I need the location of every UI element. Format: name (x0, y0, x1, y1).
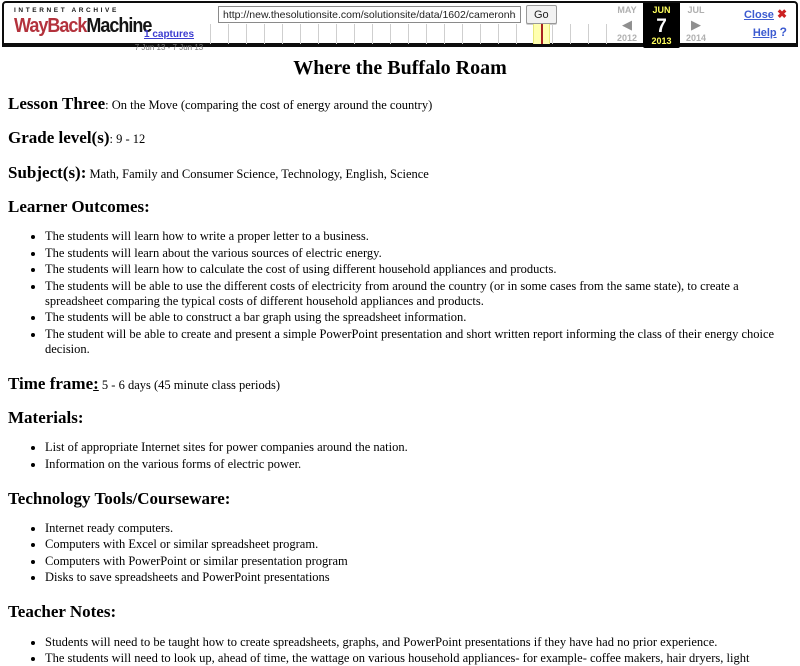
list-item: • Internet ready computers. (45, 521, 792, 536)
timeframe-section (8, 373, 792, 394)
materials-list (8, 440, 792, 472)
machine-wordmark: Machine (86, 13, 151, 36)
technology-list (8, 521, 792, 586)
teacher-notes-section (8, 601, 792, 622)
grade-heading: Grade level(s) (8, 128, 110, 147)
close-icon[interactable]: ✖ (777, 7, 787, 21)
materials-heading: Materials: (8, 408, 84, 427)
next-capture-arrow-icon[interactable]: ▶ (691, 18, 701, 31)
list-item: • The student will be able to create and present a simple PowerPoint presentation and short written report informing the class of their energy choice decision. (45, 327, 792, 357)
wayback-wordmark: WayBack (14, 13, 86, 36)
technology-heading: Technology Tools/Courseware: (8, 489, 230, 508)
capture-timeline-highlight[interactable] (533, 24, 550, 44)
current-day[interactable]: 7 (656, 17, 667, 36)
lesson-heading: Lesson Three (8, 94, 105, 113)
lesson-section (8, 93, 792, 114)
list-item: • The students will need to look up, ahead of time, the wattage on various household appliances- for example- coffee makers, hair dryers, light (45, 651, 792, 666)
list-item: • Disks to save spreadsheets and PowerPoint presentations (45, 570, 792, 585)
captures-summary (126, 23, 212, 53)
next-month-label: JUL (687, 6, 704, 15)
help-link[interactable]: Help (753, 27, 777, 39)
grade-section (8, 127, 792, 148)
subject-text: Math, Family and Consumer Science, Technology, English, Science (86, 167, 428, 181)
list-item: • Computers with Excel or similar spreadsheet program. (45, 537, 792, 552)
close-control (744, 7, 787, 21)
wayback-archived-page (0, 1, 800, 601)
technology-section (8, 488, 792, 509)
timeframe-colon: : (93, 374, 99, 393)
prev-capture-arrow-icon[interactable]: ◀ (622, 18, 632, 31)
captures-date-range: 7 Jun 13 - 7 Jun 13 (126, 43, 212, 53)
outcomes-heading: Learner Outcomes: (8, 197, 150, 216)
timeframe-text: 5 - 6 days (45 minute class periods) (99, 378, 280, 392)
page-title: Where the Buffalo Roam (8, 56, 792, 80)
list-item: • The students will be able to construct a bar graph using the spreadsheet information. (45, 310, 792, 325)
help-control (753, 25, 787, 39)
grade-text: : 9 - 12 (110, 132, 146, 146)
wayback-toolbar (2, 1, 798, 47)
next-year-label: 2014 (686, 34, 706, 43)
internet-archive-label: INTERNET ARCHIVE (14, 8, 151, 15)
archive-url-input[interactable] (218, 6, 521, 23)
current-month-label: JUN (652, 6, 670, 15)
list-item: • List of appropriate Internet sites for power companies around the nation. (45, 440, 792, 455)
materials-section (8, 407, 792, 428)
outcomes-section (8, 196, 792, 217)
subject-heading: Subject(s): (8, 163, 86, 182)
list-item: • Students will need to be taught how to create spreadsheets, graphs, and PowerPoint presentations if they have had no prior experience. (45, 635, 792, 650)
help-icon[interactable]: ? (780, 25, 787, 39)
prev-year-label: 2012 (617, 34, 637, 43)
list-item: • The students will learn about the various sources of electric energy. (45, 246, 792, 261)
captures-link[interactable]: 1 captures (144, 29, 194, 40)
subject-section (8, 162, 792, 183)
next-date-column (680, 3, 712, 45)
list-item: • The students will learn how to write a proper letter to a business. (45, 229, 792, 244)
capture-timeline[interactable] (210, 24, 612, 44)
teacher-notes-list (8, 635, 792, 666)
lesson-text: : On the Move (comparing the cost of energy around the country) (105, 98, 432, 112)
teacher-notes-heading: Teacher Notes: (8, 602, 116, 621)
close-link[interactable]: Close (744, 9, 774, 21)
prev-month-label: MAY (617, 6, 636, 15)
archived-document (0, 56, 800, 666)
timeframe-heading: Time frame (8, 374, 93, 393)
list-item: • Computers with PowerPoint or similar presentation program (45, 554, 792, 569)
date-navigation (611, 3, 712, 45)
outcomes-list (8, 229, 792, 357)
go-button[interactable]: Go (526, 5, 557, 24)
list-item: • Information on the various forms of electric power. (45, 457, 792, 472)
prev-date-column (611, 3, 643, 45)
current-year-label: 2013 (651, 37, 671, 46)
current-date-column (643, 3, 680, 48)
list-item: • The students will be able to use the different costs of electricity from around the country (or in some cases from the same state), to create a spreadsheet comparing the typical costs of different household appliances and products. (45, 279, 792, 309)
list-item: • The students will learn how to calculate the cost of using different household appliances and products. (45, 262, 792, 277)
capture-marker (541, 24, 543, 44)
